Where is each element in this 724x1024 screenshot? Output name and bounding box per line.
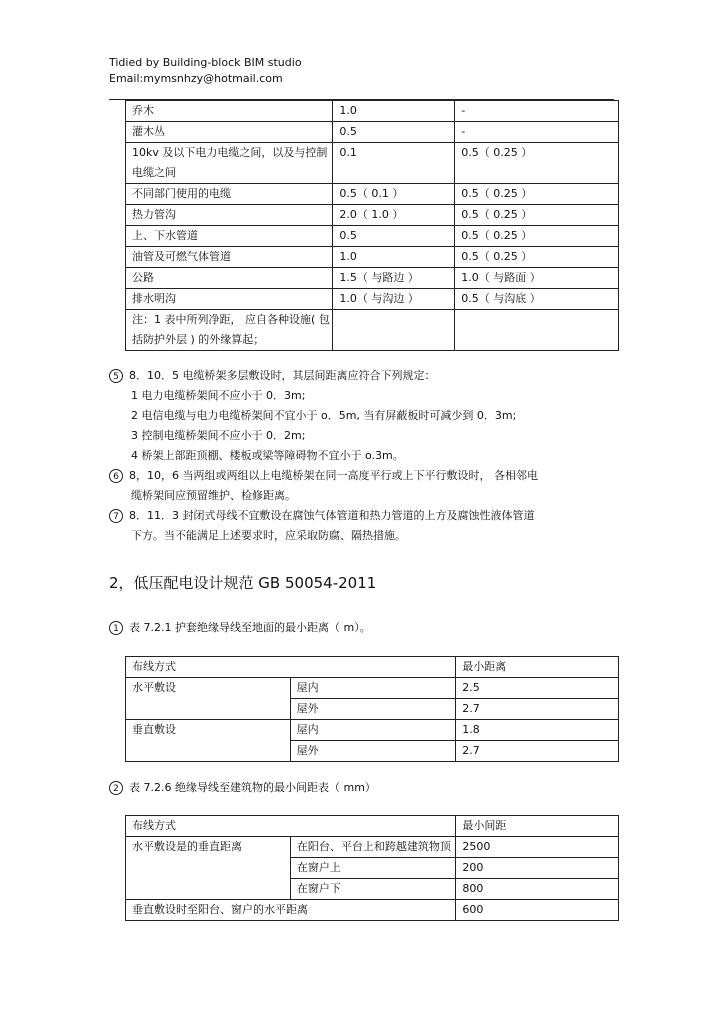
table-2-group-horizontal: 水平敷设 [126, 678, 291, 720]
table-3-cell: 2500 [456, 837, 619, 858]
table-row [126, 184, 619, 205]
table-3-caption-text: 表 7.2.6 绝缘导线至建筑物的最小间距表（ mm） [129, 781, 376, 794]
table-3-cell: 200 [456, 858, 619, 879]
table-cell: 0.5（ 0.25 ） [455, 226, 619, 247]
table-2-cell: 2.7 [456, 741, 619, 762]
circled-number: 1 [109, 621, 123, 635]
clearance-table-body [126, 101, 619, 351]
item-6 [109, 466, 538, 486]
table-cell: 1.5（ 与路边 ） [333, 268, 455, 289]
table-cell [455, 310, 619, 351]
table-cell: 乔木 [126, 101, 333, 122]
header-studio: Tidied by Building-block BIM studio [109, 56, 302, 69]
table-3-cell: 在窗户上 [290, 858, 456, 879]
table-row [126, 143, 619, 184]
table-2-cell: 屋外 [290, 699, 456, 720]
table-cell: 0.5（ 0.25 ） [455, 247, 619, 268]
item-6-text-cont: 缆桥架间应预留维护、检修距离。 [131, 489, 296, 502]
table-cell: - [455, 101, 619, 122]
table-3-cell: 垂直敷设时至阳台、窗户的水平距离 [126, 900, 456, 921]
ground-distance-table [125, 656, 619, 762]
table-2-cell: 屋内 [290, 720, 456, 741]
table-row [126, 310, 619, 351]
table-cell: 上、下水管道 [126, 226, 333, 247]
item-7-text-cont: 下方。当不能满足上述要求时，应采取防腐、隔热措施。 [131, 529, 406, 542]
table-row [126, 122, 619, 143]
table-cell: 热力管沟 [126, 205, 333, 226]
table-3-caption [109, 778, 376, 798]
table-2-caption [109, 618, 371, 638]
clearance-table [125, 100, 619, 351]
table-cell: 注：1 表中所列净距， 应自各种设施( 包括防护外层 ) 的外缘算起； [126, 310, 333, 351]
table-cell: 1.0（ 与路面 ） [455, 268, 619, 289]
table-row [126, 205, 619, 226]
table-cell: 1.0 [333, 101, 455, 122]
header-email: Email:mymsnhzy@hotmail.com [109, 72, 283, 85]
table-2-group-vertical: 垂直敷设 [126, 720, 291, 762]
circled-number: 7 [109, 509, 123, 523]
table-3-group-horizontal: 水平敷设是的垂直距离 [126, 837, 291, 900]
table-row [126, 226, 619, 247]
item-5-sub-1: 1 电力电缆桥架间不应小于 0．3m; [131, 389, 306, 402]
table-cell: 10kv 及以下电力电缆之间，以及与控制电缆之间 [126, 143, 333, 184]
table-cell: 排水明沟 [126, 289, 333, 310]
circled-number: 5 [109, 369, 123, 383]
table-cell: - [455, 122, 619, 143]
table-2-caption-text: 表 7.2.1 护套绝缘导线至地面的最小距离（ m）。 [129, 621, 371, 634]
table-2-cell: 屋外 [290, 741, 456, 762]
table-2-cell: 1.8 [456, 720, 619, 741]
circled-number: 2 [109, 781, 123, 795]
table-cell: 灌木丛 [126, 122, 333, 143]
item-5 [109, 366, 436, 386]
table-cell: 1.0 [333, 247, 455, 268]
table-row [126, 268, 619, 289]
table-3-cell: 600 [456, 900, 619, 921]
table-cell: 0.5（ 0.25 ） [455, 184, 619, 205]
item-5-sub-2: 2 电信电缆与电力电缆桥架间不宜小于 o．5m, 当有屏蔽板时可减少到 0．3m; [131, 409, 517, 422]
table-cell: 0.5 [333, 122, 455, 143]
table-row [126, 289, 619, 310]
table-cell: 0.5（ 0.25 ） [455, 143, 619, 184]
item-5-sub-3: 3 控制电缆桥架间不应小于 0．2m; [131, 429, 306, 442]
item-7-text: 8．11．3 封闭式母线不宜敷设在腐蚀气体管道和热力管道的上方及腐蚀性液体管道 [129, 509, 535, 522]
table-cell: 0.1 [333, 143, 455, 184]
table-cell: 2.0（ 1.0 ） [333, 205, 455, 226]
table-cell: 0.5（ 0.1 ） [333, 184, 455, 205]
item-7 [109, 506, 535, 526]
table-3-cell: 在窗户下 [290, 879, 456, 900]
table-2-cell: 2.7 [456, 699, 619, 720]
building-distance-table [125, 815, 619, 921]
item-5-sub-4: 4 桥架上部距顶棚、楼板或梁等障碍物不宜小于 o.3m。 [131, 449, 404, 462]
table-3-header-distance: 最小间距 [456, 816, 619, 837]
item-5-text: 8．10．5 电缆桥架多层敷设时，其层间距离应符合下列规定： [129, 369, 436, 382]
table-cell [333, 310, 455, 351]
section-2-title: 2，低压配电设计规范 GB 50054-2011 [109, 574, 377, 592]
table-row [126, 101, 619, 122]
table-3-cell: 在阳台、平台上和跨越建筑物顶 [290, 837, 456, 858]
table-2-cell: 2.5 [456, 678, 619, 699]
table-3-header-method: 布线方式 [126, 816, 456, 837]
table-cell: 0.5 [333, 226, 455, 247]
table-cell: 0.5（ 与沟底 ） [455, 289, 619, 310]
table-2-cell: 屋内 [290, 678, 456, 699]
table-2-header-distance: 最小距离 [456, 657, 619, 678]
circled-number: 6 [109, 469, 123, 483]
table-row [126, 247, 619, 268]
table-cell: 1.0（ 与沟边 ） [333, 289, 455, 310]
table-cell: 不同部门使用的电缆 [126, 184, 333, 205]
table-3-cell: 800 [456, 879, 619, 900]
table-2-header-method: 布线方式 [126, 657, 456, 678]
table-cell: 公路 [126, 268, 333, 289]
table-cell: 油管及可燃气体管道 [126, 247, 333, 268]
table-cell: 0.5（ 0.25 ） [455, 205, 619, 226]
item-6-text: 8，10，6 当两组或两组以上电缆桥架在同一高度平行或上下平行敷设时， 各相邻电 [129, 469, 538, 482]
